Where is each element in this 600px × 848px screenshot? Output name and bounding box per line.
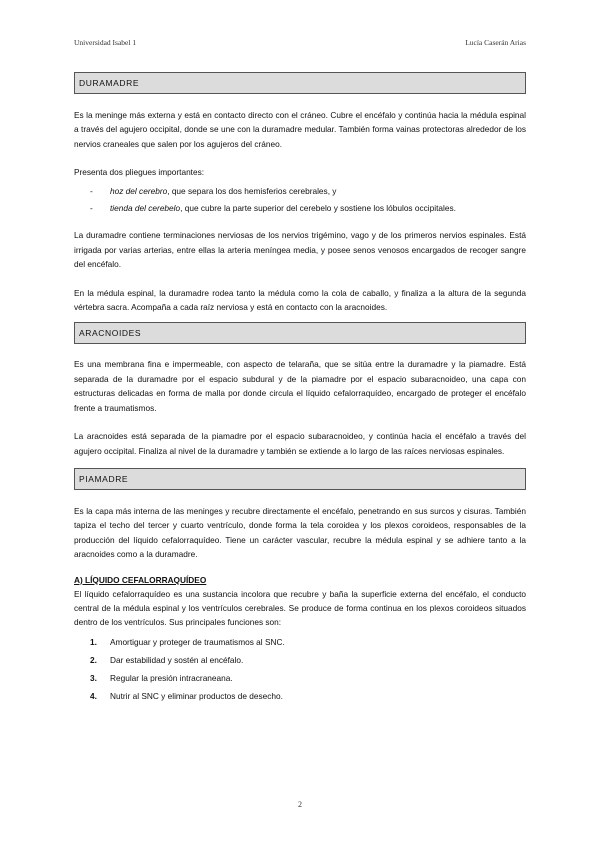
list-text: , que cubre la parte superior del cerebelo y sostiene los lóbulos occipitales. xyxy=(180,203,456,214)
dash-bullet: - xyxy=(90,203,93,214)
list-item xyxy=(74,201,526,215)
paragraph: Es una membrana fina e impermeable, con aspecto de telaraña, que se sitúa entre la duramadre y la piamadre. Está separada de la duramadre por el espacio subdural y de la piamadre por el espacio subaracnoideo, una capa con estructuras delicadas en forma de malla por donde circula el líquido cefalorraquídeo, encargado de proteger el encéfalo frente a traumatismos. xyxy=(74,359,526,413)
paragraph: Presenta dos pliegues importantes: xyxy=(74,167,205,178)
list-text: Nutrir al SNC y eliminar productos de desecho. xyxy=(110,690,283,701)
list-term: hoz del cerebro xyxy=(110,185,168,196)
list-item xyxy=(74,671,526,685)
section-heading-piamadre xyxy=(74,468,526,490)
section-heading-aracnoides xyxy=(74,322,526,344)
section-title: PIAMADRE xyxy=(79,473,129,484)
section-heading-duramadre xyxy=(74,72,526,94)
header-institution: Universidad Isabel 1 xyxy=(74,38,137,47)
paragraph: La duramadre contiene terminaciones nerviosas de los nervios trigémino, vago y de los primeros nervios espinales. Está irrigada por varias arterias, entre ellas la arteria meníngea media, y posee senos venosos encargados de recoger sangre del encéfalo. xyxy=(74,230,526,270)
list-number: 3. xyxy=(90,672,97,683)
page-number: 2 xyxy=(298,800,302,809)
list-term: tienda del cerebelo xyxy=(110,203,181,214)
folds-list xyxy=(74,184,526,216)
list-text: Amortiguar y proteger de traumatismos al SNC. xyxy=(110,636,285,647)
list-text: , que separa los dos hemisferios cerebrales, y xyxy=(167,185,337,196)
dash-bullet: - xyxy=(90,185,93,196)
page-header xyxy=(74,38,526,47)
functions-list xyxy=(74,635,526,703)
list-item xyxy=(74,635,526,649)
page-content xyxy=(74,72,526,707)
paragraph: Es la capa más interna de las meninges y recubre directamente el encéfalo, penetrando en sus surcos y cisuras. También tapiza el techo del tercer y cuarto ventrículo, donde forma la tela coroidea y los plexos coroideos, responsables de la producción del líquido cefalorraquídeo. Tiene un carácter vascular, recubre la médula espinal y se adhiere tanto a la aracnoides como a la duramadre. xyxy=(74,505,526,560)
list-item xyxy=(74,653,526,667)
list-item xyxy=(74,184,526,198)
paragraph: El líquido cefalorraquídeo es una sustancia incolora que recubre y baña la superficie externa del encéfalo, el conducto central de la médula espinal y los ventrículos cerebrales. Se produce de forma continua en los plexos coroideos situados dentro de los ventrículos. Sus principales funciones son: xyxy=(74,588,526,628)
list-item xyxy=(74,689,526,703)
list-text: Dar estabilidad y sostén al encéfalo. xyxy=(110,654,244,665)
list-number: 4. xyxy=(90,690,97,701)
subsection-title: A) LÍQUIDO CEFALORRAQUÍDEO xyxy=(74,574,207,585)
list-number: 1. xyxy=(90,636,97,647)
paragraph: La aracnoides está separada de la piamadre por el espacio subaracnoideo, y continúa hacia el encéfalo a través del agujero occipital. Finaliza al nivel de la duramadre y también se extiende a lo largo de las raíces nerviosas espinales. xyxy=(74,431,526,456)
list-number: 2. xyxy=(90,654,97,665)
section-title: ARACNOIDES xyxy=(79,328,142,339)
header-author: Lucía Caserán Arias xyxy=(465,38,526,47)
paragraph: Es la meninge más externa y está en contacto directo con el cráneo. Cubre el encéfalo y continúa hacia la médula espinal a través del agujero occipital, donde se une con la duramadre medular. También forma vainas protectoras alrededor de los nervios craneales que salen por los agujeros del cráneo. xyxy=(74,110,526,149)
list-text: Regular la presión intracraneana. xyxy=(110,672,233,683)
section-title: DURAMADRE xyxy=(79,78,140,88)
paragraph: En la médula espinal, la duramadre rodea tanto la médula como la cola de caballo, y finaliza a la altura de la segunda vértebra sacra. Acompaña a cada raíz nerviosa y está en contacto con la aracnoides. xyxy=(74,287,526,313)
